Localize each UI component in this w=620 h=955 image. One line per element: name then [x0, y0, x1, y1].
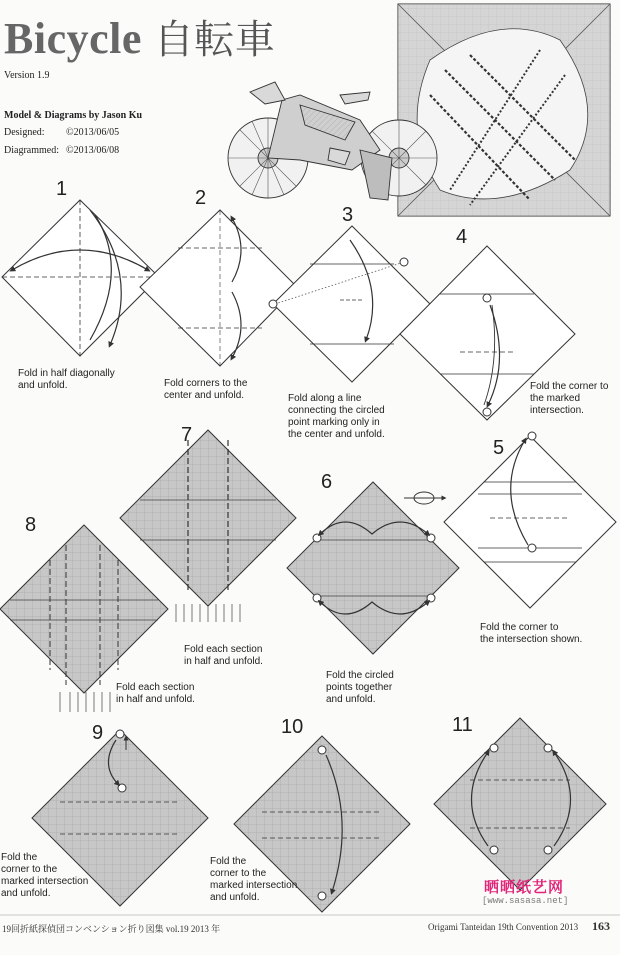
designed-date: ©2013/06/05	[66, 127, 120, 138]
step-2-figure	[140, 210, 297, 366]
step-9-caption: Fold the corner to the marked intersection and unfold.	[1, 852, 89, 899]
step-number: 3	[342, 204, 354, 226]
crease-pattern	[398, 4, 610, 216]
designed-label: Designed:	[4, 127, 45, 138]
step-number: 7	[181, 424, 193, 446]
watermark-url: [www.sasasa.net]	[482, 896, 569, 906]
diagrammed-label: Diagrammed:	[4, 145, 59, 156]
step-number: 5	[493, 437, 505, 459]
step-number: 4	[456, 226, 468, 248]
step-4-caption: Fold the corner to the marked intersection.	[530, 381, 609, 416]
version-label: Version 1.9	[4, 70, 50, 81]
page-title	[4, 8, 275, 65]
step-11-figure	[434, 718, 606, 890]
step-5-caption: Fold the corner to the intersection shown.	[480, 622, 583, 645]
step-6-caption: Fold the circled points together and unfold.	[326, 670, 394, 705]
footer-right: Origami Tanteidan 19th Convention 2013	[428, 922, 579, 932]
title-jp: 自転車	[153, 17, 276, 63]
step-7-caption: Fold each section in half and unfold.	[184, 644, 263, 667]
step-1-caption: Fold in half diagonally and unfold.	[18, 368, 115, 391]
step-2-caption: Fold corners to the center and unfold.	[164, 378, 248, 401]
step-number: 9	[92, 722, 104, 744]
footer-left: 19回折紙探偵団コンベンション折り図集 vol.19 2013 年	[2, 924, 221, 934]
step-1-figure	[2, 200, 159, 356]
step-number: 2	[195, 187, 207, 209]
step-8-caption: Fold each section in half and unfold.	[116, 682, 195, 705]
page-number: 163	[592, 919, 610, 933]
title-en: Bicycle	[4, 14, 142, 63]
step-number: 8	[25, 514, 37, 536]
step-3-figure	[269, 226, 430, 382]
step-number: 10	[281, 716, 304, 738]
step-6-figure	[287, 482, 459, 654]
step-number: 6	[321, 471, 333, 493]
diagrammed-date: ©2013/06/08	[66, 145, 120, 156]
credit-label: Model & Diagrams by Jason Ku	[4, 110, 143, 121]
step-10-caption: Fold the corner to the marked intersection and unfold.	[210, 856, 298, 903]
watermark-logo: 晒晒纸艺网	[484, 878, 565, 896]
step-number: 11	[452, 714, 473, 736]
step-5-figure	[444, 432, 616, 608]
step-3-caption: Fold along a line connecting the circled point marking only in the center and unfold.	[288, 393, 385, 440]
step-number: 1	[56, 178, 68, 200]
